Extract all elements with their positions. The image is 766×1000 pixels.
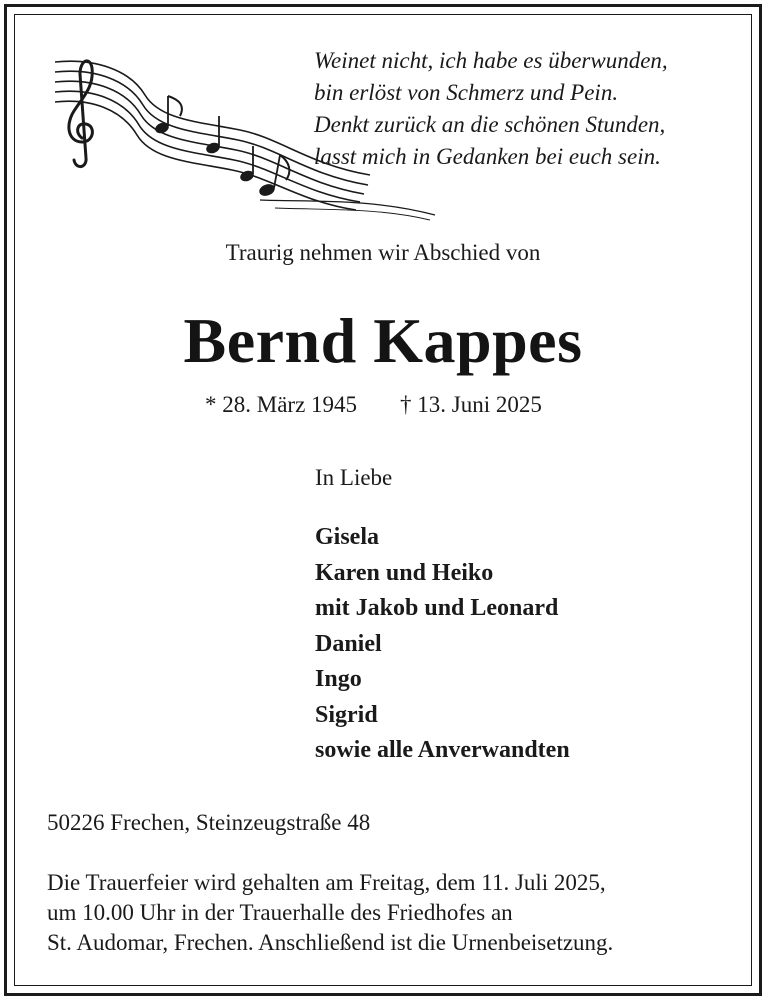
- mourner-item: Sigrid: [315, 701, 378, 728]
- mourner-item: sowie alle Anverwandten: [315, 737, 570, 763]
- mourner-item: mit Jakob und Leonard: [315, 595, 559, 621]
- mourner-item: Karen und Heiko: [315, 559, 494, 586]
- mourner-item: Daniel: [315, 630, 382, 657]
- ceremony-notice: [47, 868, 737, 958]
- death-date: † 13. Juni 2025: [400, 392, 542, 417]
- poem-line: bin erlöst von Schmerz und Pein.: [314, 80, 619, 105]
- ceremony-line: St. Audomar, Frechen. Anschließend ist die Urnenbeisetzung.: [47, 930, 614, 955]
- deceased-name: Bernd Kappes: [183, 305, 583, 376]
- in-love-label: In Liebe: [315, 465, 393, 490]
- poem-line: lasst mich in Gedanken bei euch sein.: [314, 144, 661, 169]
- poem-line: Denkt zurück an die schönen Stunden,: [314, 112, 666, 137]
- mourners-list: [315, 520, 570, 769]
- poem-line: Weinet nicht, ich habe es überwunden,: [314, 48, 668, 73]
- ceremony-line: um 10.00 Uhr in der Trauerhalle des Friedhofes an: [47, 900, 513, 925]
- poem-verse: [314, 45, 734, 173]
- farewell-intro: Traurig nehmen wir Abschied von: [225, 240, 541, 265]
- birth-date: * 28. März 1945: [205, 392, 358, 417]
- family-address: 50226 Frechen, Steinzeugstraße 48: [47, 810, 371, 835]
- mourner-item: Ingo: [315, 666, 362, 692]
- ceremony-line: Die Trauerfeier wird gehalten am Freitag, dem 11. Juli 2025,: [47, 870, 606, 895]
- mourner-item: Gisela: [315, 524, 379, 550]
